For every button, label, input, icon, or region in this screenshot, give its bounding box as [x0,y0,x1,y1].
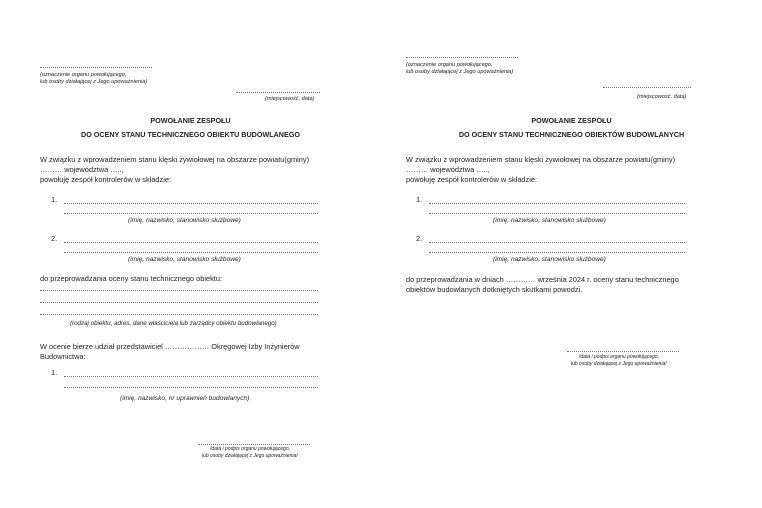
member-2-number: 2. [51,234,58,243]
member-2-line-a [429,242,685,243]
place-date-caption: (miejscowość, data) [637,94,687,100]
authority-caption-2: lub osoby działającej z Jego upoważnienia) [40,79,148,85]
member-2-caption: (imię, nazwisko, stanowisko służbowe) [493,256,606,263]
doc-title-2: DO OCENY STANU TECHNICZNEGO OBIEKTU BUDOWLANEGO [81,130,300,139]
member-2-caption: (imię, nazwisko, stanowisko służbowe) [128,256,241,263]
signature-caption-1: /data i podpis organu powołującego, [210,446,291,452]
object-caption: (rodzaj obiektu, adres, dane właściciela lub zarządcy obiektu budowlanego) [70,320,277,327]
doc-title-1: POWOŁANIE ZESPOŁU [150,116,231,125]
authority-caption-1: (oznaczenie organu powołującego, [40,72,127,78]
object-line-a [40,290,318,291]
signature-caption-2: lub osoby działającej z Jego upoważnienia/ [571,361,667,367]
member-1-line-b [429,213,685,214]
authority-line [406,57,518,58]
member-1-number: 1. [51,195,58,204]
signature-line [198,444,310,445]
intro-line-2: ……… województwa ….., [40,165,124,174]
signature-line [567,351,679,352]
member-1-caption: (imię, nazwisko, stanowisko służbowe) [128,217,241,224]
object-line-b [40,302,318,303]
member-2-number: 2. [416,234,423,243]
authority-line [40,67,152,68]
place-date-line [603,87,691,88]
intro-line-3: powołuję zespół kontrolerów w składzie: [406,175,538,184]
purpose-label: do przeprowadzania oceny stanu technicznego obiektu: [40,274,223,283]
chamber-member-caption: (imię, nazwisko, nr uprawnień budowlanych) [120,395,250,402]
place-date-caption: (miejscowość, data) [265,96,315,102]
authority-caption-1: (oznaczenie organu powołującego, [406,62,493,68]
chamber-line-2: Budownictwa: [40,352,86,361]
signature-caption-2: lub osoby działającej z Jego upoważnienia/ [202,453,298,459]
chamber-member-line-a [64,376,318,377]
member-2-line-a [64,242,318,243]
place-date-line [236,92,320,93]
chamber-member-line-b [64,387,318,388]
chamber-line-1: W ocenie bierze udział przedstawiciel ……………… Okręgowej Izby Inżynierów [40,342,300,351]
doc-title-2: DO OCENY STANU TECHNICZNEGO OBIEKTÓW BUDOWLANYCH [458,130,685,139]
member-1-line-a [64,203,318,204]
member-1-line-a [429,203,685,204]
intro-line-1: W związku z wprowadzeniem stanu klęski żywiołowej na obszarze powiatu(gminy) [40,155,310,164]
intro-line-1: W związku z wprowadzeniem stanu klęski żywiołowej na obszarze powiatu(gminy) [406,155,676,164]
member-2-line-b [64,252,318,253]
member-1-caption: (imię, nazwisko, stanowisko służbowe) [493,217,606,224]
object-line-c [40,314,318,315]
purpose-line-2: obiektów budowlanych dotkniętych skutkami powodzi. [406,285,583,294]
document-right [381,0,762,508]
authority-caption-2: lub osoby działającej z Jego upoważnienia) [406,69,514,75]
chamber-member-number: 1. [51,368,58,377]
purpose-line-1: do przeprowadzania w dniach ………… września 2024 r. oceny stanu technicznego [406,275,679,284]
signature-caption-1: /data i podpis organu powołującego, [579,354,660,360]
intro-line-3: powołuję zespół kontrolerów w składzie: [40,175,172,184]
member-1-line-b [64,213,318,214]
intro-line-2: ……… województwa ….., [406,165,490,174]
member-2-line-b [429,252,685,253]
member-1-number: 1. [416,195,423,204]
doc-title-1: POWOŁANIE ZESPOŁU [531,116,612,125]
